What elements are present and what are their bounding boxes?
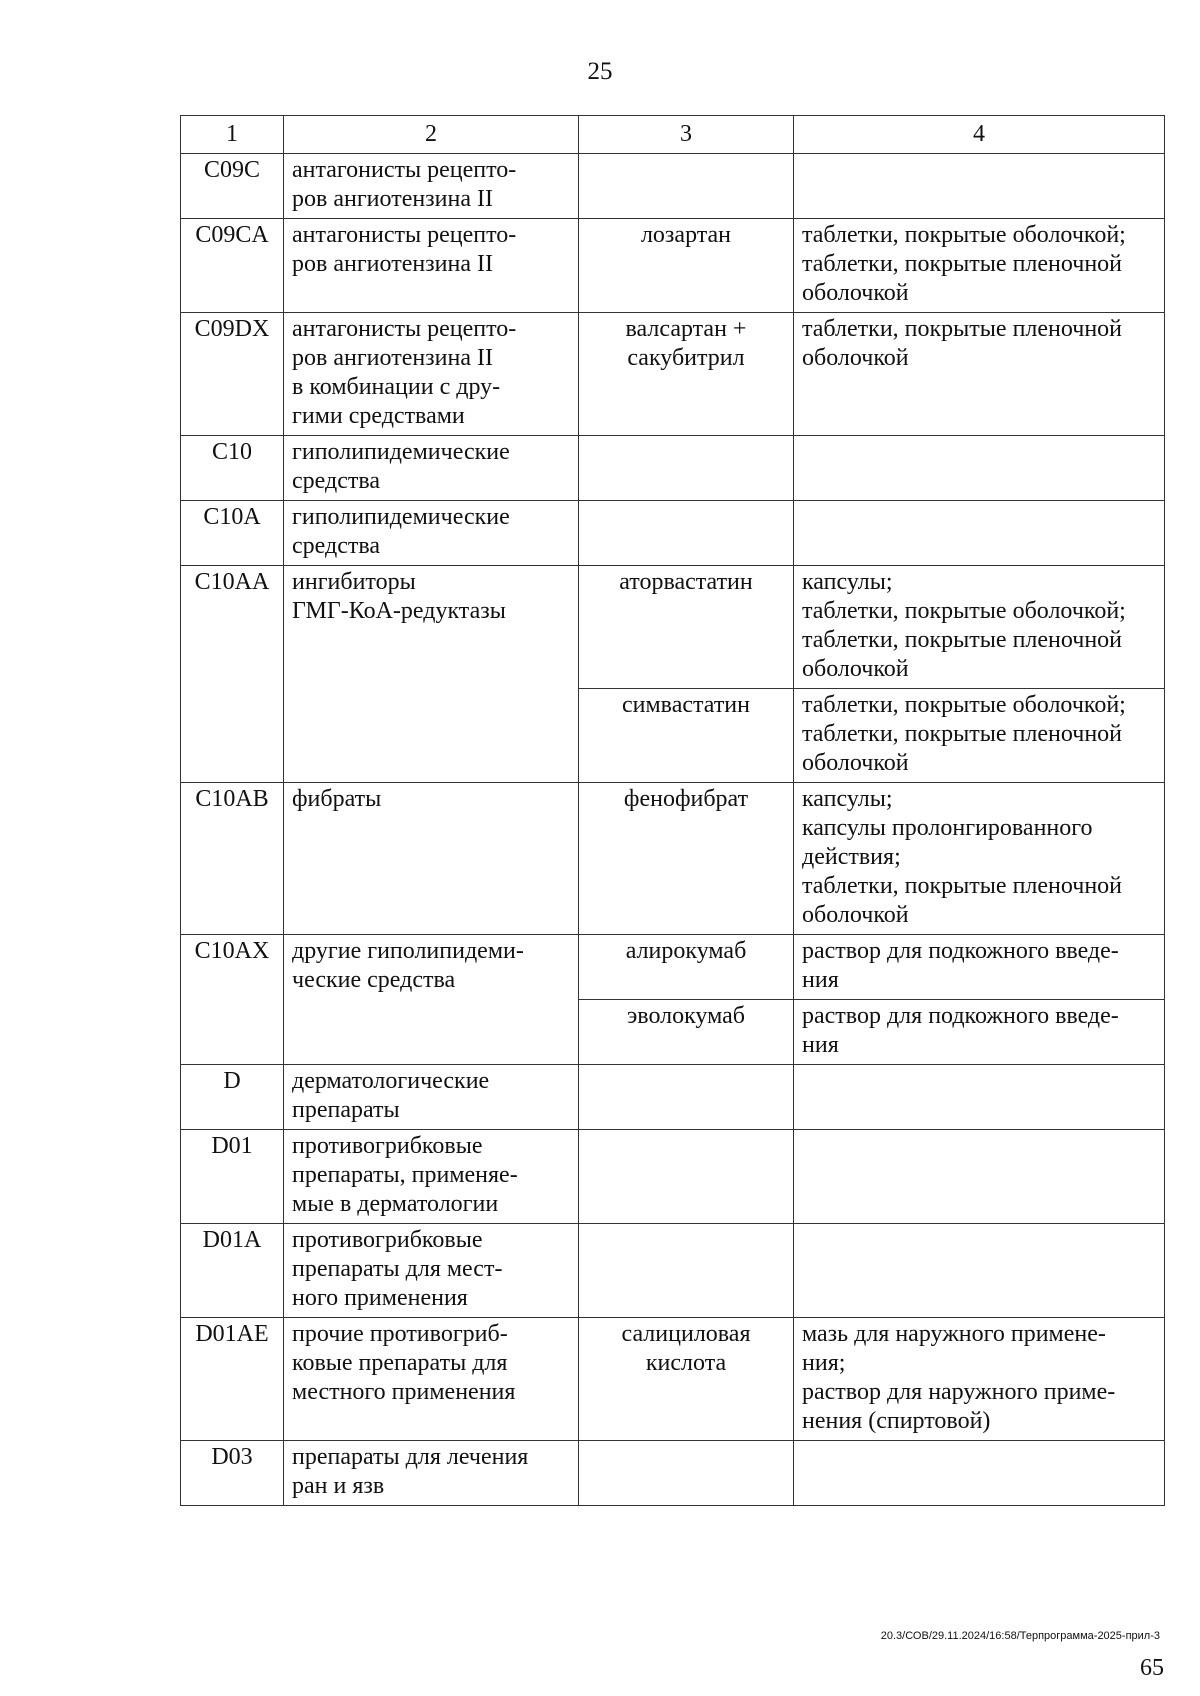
- drug-name-line: кислота: [645, 1350, 727, 1376]
- dosage-form-line: нения (спиртовой): [802, 1408, 991, 1434]
- dosage-form-line: оболочкой: [802, 902, 909, 928]
- drug-name-line: лозартан: [640, 222, 732, 248]
- atc-code-cell: C10AX: [181, 935, 284, 1065]
- group-name-line: гиполипидемические: [292, 504, 510, 530]
- drug-name-cell: [579, 154, 794, 219]
- group-name-line: ран и язв: [292, 1473, 385, 1499]
- drug-list-table-body: [181, 116, 1165, 1506]
- group-name-line: ного применения: [292, 1285, 468, 1311]
- drug-name-cell: [579, 1000, 794, 1065]
- dosage-form-line: таблетки, покрытые пленочной: [802, 316, 1123, 342]
- dosage-form-line: ния;: [802, 1350, 846, 1376]
- dosage-form-cell: [794, 219, 1165, 313]
- drug-name-line: фенофибрат: [623, 786, 749, 812]
- dosage-form-line: капсулы пролонгированного: [802, 815, 1093, 841]
- dosage-form-cell: [794, 935, 1165, 1000]
- atc-group-name-cell: [284, 313, 579, 436]
- dosage-form-line: раствор для подкожного введе-: [802, 1003, 1119, 1029]
- dosage-form-cell: [794, 1130, 1165, 1224]
- atc-group-name-cell: [284, 566, 579, 783]
- group-name-line: другие гиполипидеми-: [292, 938, 524, 964]
- atc-group-name-cell: [284, 1065, 579, 1130]
- drug-name-cell: [579, 783, 794, 935]
- atc-group-name-cell: [284, 219, 579, 313]
- header-col-1: 1: [181, 116, 284, 154]
- group-name-line: мые в дерматологии: [292, 1191, 499, 1217]
- table-header-row: [181, 116, 1165, 154]
- drug-name-line: сакубитрил: [627, 345, 745, 371]
- dosage-form-cell: [794, 566, 1165, 689]
- drug-name-cell: [579, 1441, 794, 1506]
- table-row: [181, 1318, 1165, 1441]
- group-name-line: ров ангиотензина II: [292, 251, 493, 277]
- header-col-3: 3: [579, 116, 794, 154]
- dosage-form-line: таблетки, покрытые пленочной: [802, 721, 1123, 747]
- dosage-form-cell: [794, 154, 1165, 219]
- dosage-form-line: действия;: [802, 844, 901, 870]
- table-row: [181, 566, 1165, 689]
- drug-list-table: [180, 115, 1165, 1506]
- atc-code-cell: C09CA: [181, 219, 284, 313]
- dosage-form-cell: [794, 436, 1165, 501]
- drug-name-cell: [579, 219, 794, 313]
- atc-code-cell: C10: [181, 436, 284, 501]
- dosage-form-line: таблетки, покрытые оболочкой;: [802, 598, 1126, 624]
- page-number: 25: [587, 58, 613, 85]
- dosage-form-line: таблетки, покрытые оболочкой;: [802, 692, 1126, 718]
- dosage-form-line: оболочкой: [802, 345, 909, 371]
- drug-name-line: эволокумаб: [626, 1003, 746, 1029]
- group-name-line: дерматологические: [292, 1068, 490, 1094]
- drug-name-cell: [579, 689, 794, 783]
- drug-name-line: симвастатин: [622, 692, 750, 718]
- group-name-line: препараты: [292, 1097, 400, 1123]
- table-row: [181, 1441, 1165, 1506]
- table-row: [181, 1130, 1165, 1224]
- group-name-line: средства: [292, 468, 381, 494]
- dosage-form-cell: [794, 783, 1165, 935]
- group-name-line: местного применения: [292, 1379, 516, 1405]
- sheet-number: 65: [1140, 1655, 1164, 1681]
- group-name-line: в комбинации с дру-: [292, 374, 501, 400]
- table-row: [181, 501, 1165, 566]
- dosage-form-cell: [794, 501, 1165, 566]
- group-name-line: противогрибковые: [292, 1227, 483, 1253]
- dosage-form-line: таблетки, покрытые пленочной: [802, 873, 1123, 899]
- atc-code-cell: D03: [181, 1441, 284, 1506]
- atc-group-name-cell: [284, 935, 579, 1065]
- group-name-line: гиполипидемические: [292, 439, 510, 465]
- dosage-form-cell: [794, 1318, 1165, 1441]
- dosage-form-line: таблетки, покрытые оболочкой;: [802, 222, 1126, 248]
- group-name-line: ингибиторы: [292, 569, 416, 595]
- table-row: [181, 219, 1165, 313]
- group-name-line: препараты для мест-: [292, 1256, 503, 1282]
- dosage-form-line: ния: [802, 1032, 839, 1058]
- table-row: [181, 1224, 1165, 1318]
- atc-group-name-cell: [284, 1441, 579, 1506]
- table-row: [181, 154, 1165, 219]
- group-name-line: фибраты: [292, 786, 382, 812]
- atc-code-cell: D01AE: [181, 1318, 284, 1441]
- dosage-form-line: оболочкой: [802, 280, 909, 306]
- group-name-line: ческие средства: [292, 967, 456, 993]
- drug-name-line: салициловая: [621, 1321, 751, 1347]
- dosage-form-line: таблетки, покрытые пленочной: [802, 627, 1123, 653]
- atc-code-cell: C10A: [181, 501, 284, 566]
- dosage-form-cell: [794, 1065, 1165, 1130]
- atc-group-name-cell: [284, 1318, 579, 1441]
- drug-name-line: алирокумаб: [625, 938, 747, 964]
- atc-group-name-cell: [284, 783, 579, 935]
- group-name-line: гими средствами: [292, 403, 465, 429]
- table-row: [181, 935, 1165, 1000]
- group-name-line: прочие противогриб-: [292, 1321, 508, 1347]
- table-row: [181, 313, 1165, 436]
- dosage-form-line: оболочкой: [802, 656, 909, 682]
- table-row: [181, 436, 1165, 501]
- dosage-form-cell: [794, 1441, 1165, 1506]
- dosage-form-cell: [794, 313, 1165, 436]
- group-name-line: антагонисты рецепто-: [292, 157, 517, 183]
- dosage-form-line: раствор для подкожного введе-: [802, 938, 1119, 964]
- header-col-2: 2: [284, 116, 579, 154]
- atc-code-cell: D: [181, 1065, 284, 1130]
- group-name-line: противогрибковые: [292, 1133, 483, 1159]
- atc-group-name-cell: [284, 1130, 579, 1224]
- group-name-line: средства: [292, 533, 381, 559]
- group-name-line: антагонисты рецепто-: [292, 222, 517, 248]
- dosage-form-line: капсулы;: [802, 569, 893, 595]
- drug-name-cell: [579, 501, 794, 566]
- drug-name-cell: [579, 1318, 794, 1441]
- atc-code-cell: D01A: [181, 1224, 284, 1318]
- atc-group-name-cell: [284, 501, 579, 566]
- atc-code-cell: D01: [181, 1130, 284, 1224]
- group-name-line: ГМГ-КоА-редуктазы: [292, 598, 506, 624]
- drug-name-line: аторвастатин: [619, 569, 753, 595]
- atc-group-name-cell: [284, 436, 579, 501]
- table-row: [181, 783, 1165, 935]
- dosage-form-line: капсулы;: [802, 786, 893, 812]
- dosage-form-line: раствор для наружного приме-: [802, 1379, 1116, 1405]
- atc-group-name-cell: [284, 1224, 579, 1318]
- dosage-form-line: таблетки, покрытые пленочной: [802, 251, 1123, 277]
- group-name-line: препараты, применяе-: [292, 1162, 518, 1188]
- drug-name-cell: [579, 566, 794, 689]
- dosage-form-cell: [794, 689, 1165, 783]
- atc-code-cell: C10AA: [181, 566, 284, 783]
- document-meta-footer: 20.3/СОВ/29.11.2024/16:58/Терпрограмма-2025-прил-3: [880, 1630, 1160, 1642]
- drug-name-cell: [579, 313, 794, 436]
- drug-name-line: валсартан +: [625, 316, 747, 342]
- atc-code-cell: C09C: [181, 154, 284, 219]
- group-name-line: препараты для лечения: [292, 1444, 529, 1470]
- atc-code-cell: C10AB: [181, 783, 284, 935]
- dosage-form-line: оболочкой: [802, 750, 909, 776]
- drug-name-cell: [579, 436, 794, 501]
- dosage-form-line: ния: [802, 967, 839, 993]
- drug-name-cell: [579, 1065, 794, 1130]
- dosage-form-line: мазь для наружного примене-: [802, 1321, 1106, 1347]
- dosage-form-cell: [794, 1224, 1165, 1318]
- dosage-form-cell: [794, 1000, 1165, 1065]
- table-row: [181, 1065, 1165, 1130]
- drug-name-cell: [579, 1130, 794, 1224]
- group-name-line: ковые препараты для: [292, 1350, 508, 1376]
- header-col-4: 4: [794, 116, 1165, 154]
- group-name-line: ров ангиотензина II: [292, 186, 493, 212]
- atc-group-name-cell: [284, 154, 579, 219]
- drug-name-cell: [579, 1224, 794, 1318]
- group-name-line: ров ангиотензина II: [292, 345, 493, 371]
- atc-code-cell: C09DX: [181, 313, 284, 436]
- drug-name-cell: [579, 935, 794, 1000]
- group-name-line: антагонисты рецепто-: [292, 316, 517, 342]
